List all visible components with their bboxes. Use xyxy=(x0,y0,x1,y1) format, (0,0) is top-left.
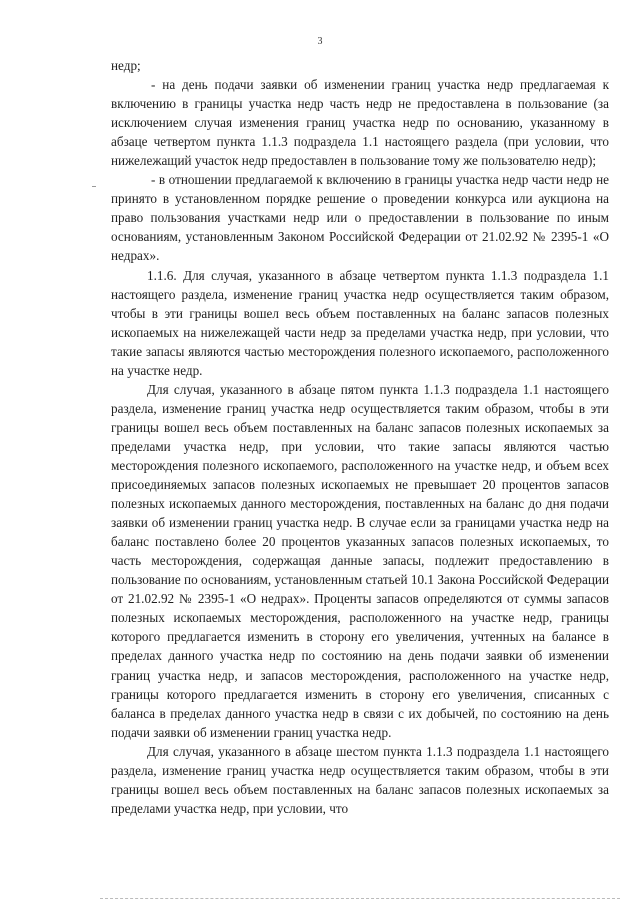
paragraph-continuation: недр; xyxy=(111,58,141,73)
paragraph-1-1-6: 1.1.6. Для случая, указанного в абзаце четвертом пункта 1.1.3 подраздела 1.1 настоящего раздела, изменение границ участка недр осуществляется таким образом, чтобы в эти границы вошел весь объем поставленных на баланс запасов полезных ископаемых на нижележащей части недр за пределами участка недр, при условии, что такие запасы являются частью месторождения полезного ископаемого, расположенного на участке недр. xyxy=(111,267,609,378)
paragraph-case-fifth: Для случая, указанного в абзаце пятом пункта 1.1.3 подраздела 1.1 настоящего раздела, изменение границ участка недр осуществляется таким образом, чтобы в эти границы вошел весь объем поставленных на баланс запасов полезных ископаемых за пределами участка недр, при условии, что такие запасы являются частью месторождения полезного ископаемого, расположенного на участке недр, и объем всех присоединяемых запасов полезных ископаемых не превышает 20 процентов запасов полезных ископаемых данного месторождения, поставленных на баланс до дня подачи заявки об изменении границ участка недр. В случае если за границами участка недр на баланс поставлено более 20 процентов указанных запасов полезных ископаемых, то часть месторождения, содержащая данные запасы, подлежит предоставлению в пользование по основаниям, установленным статьей 10.1 Закона Российской Федерации от 21.02.92 № 2395-1 «О недрах». Проценты запасов определяются от суммы запасов полезных ископаемых месторождения, расположенного на участке недр, границы которого предлагается изменить в сторону его увеличения, учтенных на балансе в пределах данного участка недр по состоянию на день подачи заявки об изменении границ участка недр, и запасов месторождения, расположенного на участке недр, границы которого предлагается изменить в сторону его увеличения, списанных с баланса в пределах данного участка недр в связи с их добычей, по состоянию на день подачи заявки об изменении границ участка недр. xyxy=(111,381,609,740)
document-body xyxy=(111,56,609,818)
paragraph-case-sixth: Для случая, указанного в абзаце шестом пункта 1.1.3 подраздела 1.1 настоящего раздела, изменение границ участка недр осуществляется таким образом, чтобы в эти границы вошел весь объем поставленных на баланс запасов полезных ископаемых за пределами участка недр, при условии, что xyxy=(111,743,609,816)
page-number: 3 xyxy=(317,36,323,47)
paragraph-condition-not-granted: - на день подачи заявки об изменении границ участка недр предлагаемая к включению в границы участка недр часть недр не предоставлена в пользование (за исключением случая изменения границ участка недр по основанию, указанному в абзаце четвертом пункта 1.1.3 подраздела 1.1 настоящего раздела (при условии, что нижележащий участок недр предоставлен в пользование тому же пользователю недр); xyxy=(111,77,609,169)
paragraph-condition-no-decision: - в отношении предлагаемой к включению в границы участка недр части недр не принято в установленном порядке решение о проведении конкурса или аукциона на право пользования участками недр или о предоставлении в пользование по иным основаниям, установленным Законом Российской Федерации от 21.02.92 № 2395-1 «О недрах». xyxy=(111,172,609,264)
margin-mark xyxy=(92,186,96,187)
bottom-divider xyxy=(100,898,620,899)
